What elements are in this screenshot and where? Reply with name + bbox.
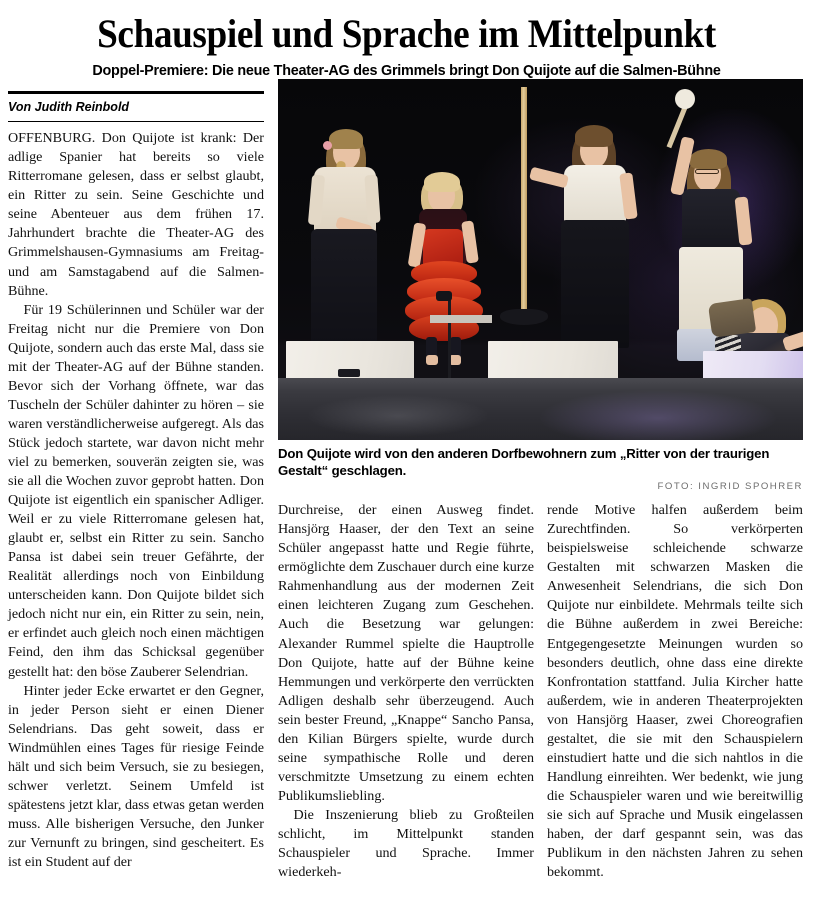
- stage-floor-reflection: [278, 378, 803, 440]
- paragraph: OFFENBURG. Don Quijote ist krank: Der adlige Spanier hat bereits so viele Ritterromane gelesen, dass er selbst glaubt, ein Ritter zu sein. Seine Geschichte und seine Abenteuer aus dem frühen 17. Jahrhundert brachte die Theater-AG des Grimmelshausen-Gymnasiums am Freitag- und am Samstagabend auf die Salmen-Bühne.: [8, 130, 264, 299]
- eyeglasses-icon: [695, 169, 719, 174]
- mic-table: [430, 315, 492, 323]
- article-grid: [8, 79, 805, 881]
- rule-below-byline: [8, 121, 264, 122]
- column-right: [547, 501, 803, 882]
- paragraph: Für 19 Schülerinnen und Schüler war der Freitag nicht nur die Premiere von Don Quijote, sondern auch das erste Mal, dass sie mit der Theater-AG auf der Bühne standen. Bevor sich der Vorhang öffnete, war das Tuscheln der Schüler dahinter zu hören – sie waren verständlicherweise aufgeregt. Als das Stück jedoch startete, war davon nicht mehr viel zu bemerken, souverän zeigten sie, was sie all die Wochen zuvor geprobt hatten. Don Quijote ist eigentlich ein spanischer Adliger. Weil er zu viele Ritterromane gelesen hat, glaubt er, selbst ein Ritter zu sein. Sancho Pansa ist dabei sein treuer Gefährte, der Realität allerdings noch von Einbildung unterscheiden kann. Don Quijote bildet sich jedoch nicht nur ein, ein Ritter zu sein, nein, er erfindet auch gleich noch einen mächtigen Feind, den ihm das Schicksal gegenüber gestellt hat: den böse Zauberer Selendrian.: [8, 301, 264, 680]
- byline: Von Judith Reinbold: [8, 100, 130, 115]
- column-left: [8, 79, 264, 870]
- page-title: Schauspiel und Sprache im Mittelpunkt: [97, 11, 716, 56]
- subheadline: Doppel-Premiere: Die neue Theater-AG des Grimmels bringt Don Quijote auf die Salmen-Bühne: [92, 63, 721, 80]
- photo-figure: [278, 79, 803, 492]
- kneeling-shoulder-cape: [708, 298, 756, 338]
- photo-caption: Don Quijote wird von den anderen Dorfbewohnern zum „Ritter von der traurigen Gestalt“ geschlagen.: [278, 446, 770, 478]
- column-right-block: [278, 79, 803, 881]
- column-middle: [278, 501, 534, 882]
- columns-below-photo: [278, 501, 803, 882]
- photo-credit: FOTO: INGRID SPOHRER: [657, 481, 803, 493]
- stage-photo: [278, 79, 803, 440]
- paragraph: Hinter jeder Ecke erwartet er den Gegner, in jeder Person sieht er einen Diener Selendrians. Das geht soweit, dass er Windmühlen eines Tages für riesige Feinde hält und sich beim Versuch, sie zu besiegen, schwer verletzt. Seinem Umfeld ist spätestens jetzt klar, dass etwas getan werden muss. Alle bisherigen Versuche, den Junker zur Vernunft zu bringen, sind gescheitert. Es ist ein Student auf der: [8, 682, 264, 870]
- broom-handle: [521, 87, 527, 317]
- masthead: [8, 11, 805, 80]
- paragraph: Durchreise, der einen Ausweg findet. Hansjörg Haaser, der den Text an seine Schüler angepasst hatte und Regie führte, ermöglichte dem Zuschauer durch eine kurze Rahmenhandlung aus der modernen Zeit einen leichteren Zugang zum Geschehen. Auch die Besetzung war gelungen: Alexander Rummel spielte die Hauptrolle Don Quijote, hatte auf der Bühne keine Hemmungen und verkörperte den verrückten Adligen deshalb sehr überzeugend. Auch sein bester Freund, „Knappe“ Sancho Pansa, den Kilian Bürgers spielte, wurde durch seine sympathische Rolle und deren verschmitzte Umsetzung zu einem echten Publikumsliebling.: [278, 502, 534, 804]
- paragraph: rende Motive halfen außerdem beim Zurechtfinden. So verkörperten beispielsweise schleichende schwarze Gestalten mit schwarzen Masken die Anwesenheit Selendrians, die sich Don Quijote nur einbildete. Mehrmals teilte sich die Bühne außerdem in zwei Bereiche: Entgegengesetzte Meinungen wurden so besonders deutlich, ohne dass eine direkte Konfrontation stattfand. Julia Kircher hatte außerdem, wie in anderen Theaterprojekten von Hansjörg Haaser, zwei Choreografien gestaltet, die sie mit den Schauspielern einstudiert hatte und die sich nahtlos in die Handlung einreihten. Wer bedenkt, wie jung die Schauspieler waren und wie bereitwillig sie sich auf Sprache und Musik eingelassen haben, der darf gespannt sein, was das Publikum in den nächsten Jahren zu sehen bekommt.: [547, 502, 803, 881]
- microphone-icon: [436, 291, 452, 301]
- paragraph: Die Inszenierung blieb zu Großteilen schlicht, im Mittelpunkt standen Schauspieler und Sprache. Immer wiederkeh-: [278, 806, 534, 881]
